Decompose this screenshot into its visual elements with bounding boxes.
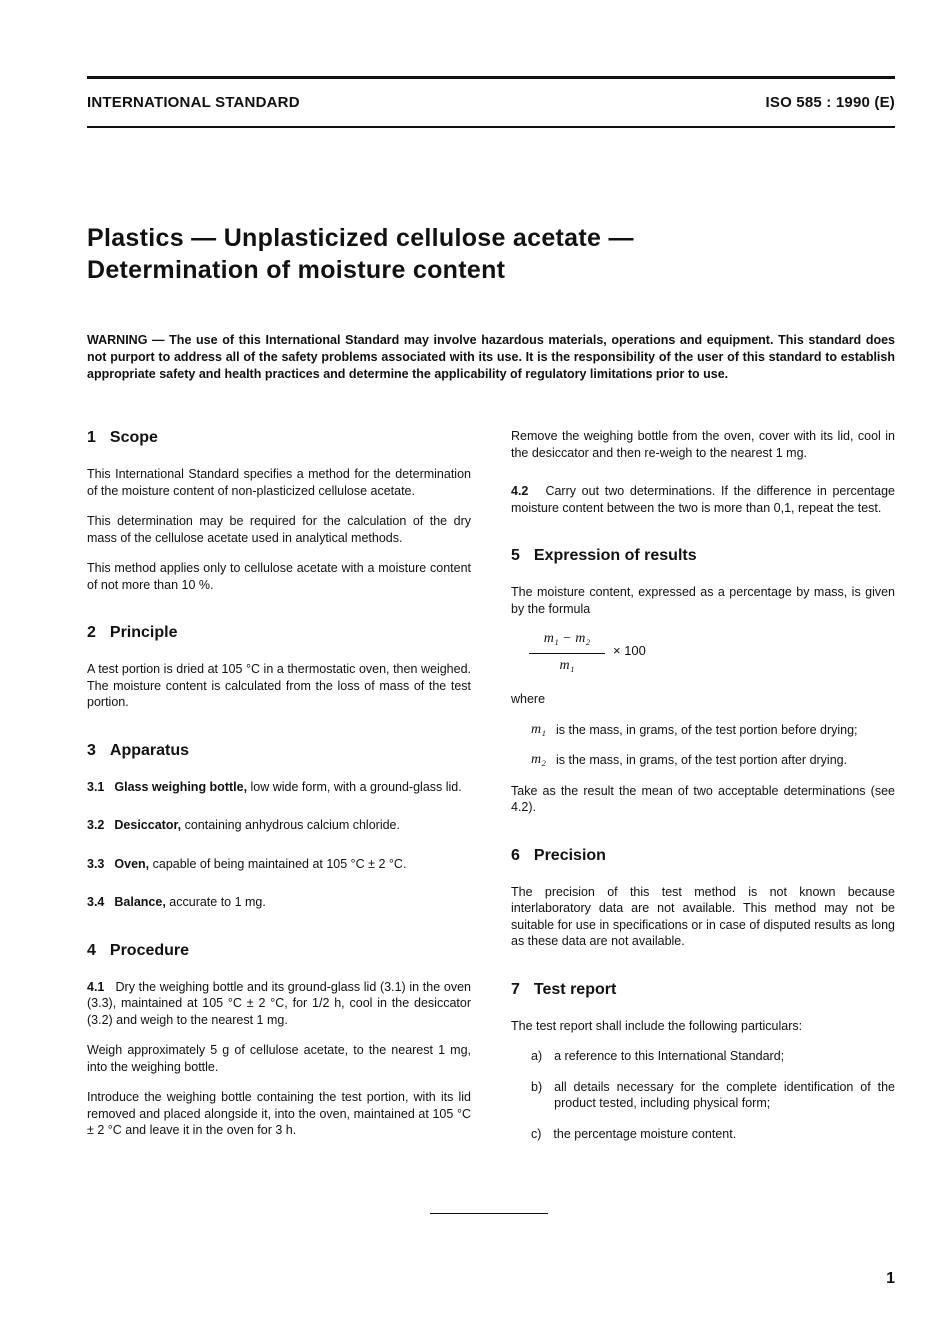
results-paragraph: The moisture content, expressed as a percentage by mass, is given by the formula [511, 585, 895, 616]
section-number: 2 [87, 624, 96, 641]
scope-paragraph-1: This International Standard specifies a method for the determination of the moisture content of non-plasticized cellulose acetate. [87, 467, 471, 498]
list-label: c) [531, 1126, 542, 1141]
procedure-paragraph-4-1 [87, 979, 471, 1029]
clause-number: 4.2 [511, 484, 529, 498]
header-bottom-rule [87, 126, 895, 128]
section-title: Principle [109, 624, 178, 641]
list-label: b) [531, 1079, 543, 1094]
formula-factor: × 100 [613, 643, 646, 658]
left-column [87, 428, 471, 1153]
where-label: where [511, 692, 546, 706]
formula-numerator: m₁ − m₂ [543, 631, 591, 646]
item-text: capable of being maintained at 105 °C ± 2 °C. [149, 856, 407, 871]
section-title: Procedure [109, 941, 190, 959]
section-6-heading [511, 846, 895, 866]
item-text: containing anhydrous calcium chloride. [181, 818, 400, 832]
section-1-heading [87, 428, 471, 448]
title-line-2: Determination of moisture content [87, 256, 506, 284]
item-number: 3.2 [87, 818, 105, 832]
item-term: Desiccator, [114, 818, 182, 832]
procedure-paragraph-4-2 [511, 483, 895, 516]
item-term: Oven, [114, 856, 150, 871]
section-number: 5 [511, 547, 520, 564]
item-term: Glass weighing bottle, [114, 779, 248, 794]
clause-number: 4.1 [87, 979, 105, 994]
item-text: accurate to 1 mg. [165, 895, 266, 909]
apparatus-item-3-2 [87, 817, 471, 834]
section-title: Expression of results [533, 547, 697, 564]
section-2-heading [87, 623, 471, 643]
formula-denominator: m₁ [559, 658, 575, 673]
fraction-bar [529, 653, 605, 654]
symbol: m₂ [531, 752, 546, 767]
symbol: m₁ [531, 721, 546, 737]
page-number: 1 [886, 1270, 895, 1287]
item-number: 3.4 [87, 895, 105, 909]
procedure-paragraph-oven: Introduce the weighing bottle containing the test portion, with its lid removed and placed alongside it, into the oven, maintained at 105 °C ± 2 °C and leave it in the oven for 3 h. [87, 1090, 471, 1137]
list-label: a) [531, 1049, 543, 1063]
section-7-heading [511, 980, 895, 1000]
apparatus-item-3-1 [87, 779, 471, 796]
section-number: 7 [511, 980, 520, 998]
symbol-definitions [531, 722, 895, 769]
section-title: Apparatus [109, 741, 190, 759]
definition-text: is the mass, in grams, of the test portion before drying; [555, 722, 858, 737]
principle-paragraph: A test portion is dried at 105 °C in a thermostatic oven, then weighed. The moisture content is calculated from the loss of mass of the test portion. [87, 662, 471, 709]
section-number: 3 [87, 741, 96, 759]
definition-text: is the mass, in grams, of the test portion after drying. [555, 753, 848, 767]
section-4-heading [87, 941, 471, 961]
list-text: a reference to this International Standard; [554, 1049, 785, 1063]
report-intro: The test report shall include the following particulars: [511, 1018, 803, 1033]
definition-m2 [531, 752, 895, 769]
precision-paragraph: The precision of this test method is not known because interlaboratory data are not available. This method may not be suitable for use in specifications or in case of disputed results as long as these data are not available. [511, 884, 895, 948]
formula-fraction [529, 631, 605, 675]
section-title: Test report [533, 980, 617, 998]
footer-rule [430, 1213, 548, 1214]
item-number: 3.3 [87, 856, 105, 871]
item-number: 3.1 [87, 779, 105, 794]
section-title: Precision [533, 846, 606, 864]
clause-text: Carry out two determinations. If the difference in percentage moisture content between the two is more than 0,1, repeat the test. [511, 484, 895, 515]
section-number: 1 [87, 429, 96, 446]
title-line-1: Plastics — Unplasticized cellulose acetate — [87, 224, 634, 252]
clause-text: Dry the weighing bottle and its ground-glass lid (3.1) in the oven (3.3), maintained at 105 °C ± 2 °C, for 1/2 h, cool in the desiccator (3.2) and weigh to the nearest 1 mg. [87, 979, 471, 1027]
list-item [531, 1048, 895, 1065]
list-text: the percentage moisture content. [553, 1126, 737, 1141]
warning-notice: WARNING — The use of this International Standard may involve hazardous materials, operations and equipment. This standard does not purport to address all of the safety problems associated with its use. It is the responsibility of the user of this standard to establish appropriate safety and health practices and determine the applicability of regulatory limitations prior to use. [87, 333, 895, 381]
header-standard-label: INTERNATIONAL STANDARD [87, 94, 300, 111]
list-text: all details necessary for the complete identification of the product tested, including physical form; [554, 1079, 895, 1110]
results-note: Take as the result the mean of two acceptable determinations (see 4.2). [511, 783, 895, 814]
header-top-rule [87, 76, 895, 79]
right-column [511, 428, 895, 1156]
section-title: Scope [109, 429, 158, 446]
document-title [87, 222, 887, 286]
apparatus-item-3-4 [87, 894, 471, 911]
section-number: 4 [87, 941, 96, 959]
item-term: Balance, [114, 895, 166, 909]
procedure-paragraph-weigh: Weigh approximately 5 g of cellulose acetate, to the nearest 1 mg, into the weighing bottle. [87, 1043, 471, 1074]
definition-m1 [531, 722, 895, 739]
list-item [531, 1079, 895, 1112]
section-5-heading [511, 546, 895, 566]
header-document-number: ISO 585 : 1990 (E) [765, 94, 895, 111]
apparatus-item-3-3 [87, 856, 471, 873]
item-text: low wide form, with a ground-glass lid. [247, 779, 462, 794]
procedure-paragraph-reweigh: Remove the weighing bottle from the oven, cover with its lid, cool in the desiccator and then re-weigh to the nearest 1 mg. [511, 429, 895, 460]
report-particulars-list [531, 1048, 895, 1142]
section-number: 6 [511, 846, 520, 864]
moisture-formula [529, 631, 895, 685]
section-3-heading [87, 741, 471, 761]
list-item [531, 1126, 895, 1143]
scope-paragraph-2: This determination may be required for the calculation of the dry mass of the cellulose acetate used in analytical methods. [87, 514, 471, 545]
scope-paragraph-3: This method applies only to cellulose acetate with a moisture content of not more than 10 %. [87, 561, 471, 592]
